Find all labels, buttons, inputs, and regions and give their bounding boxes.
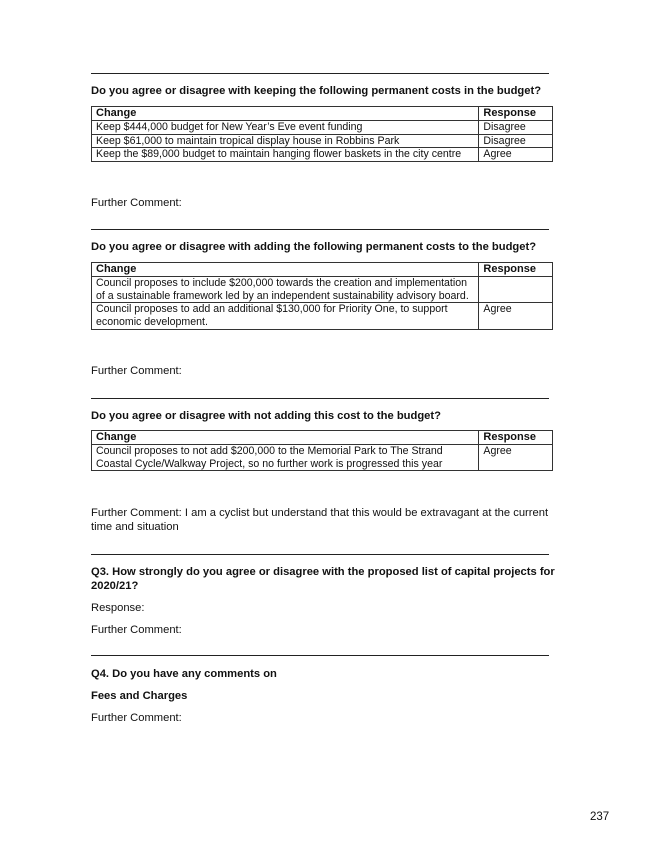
table-header — [92, 263, 553, 277]
table-row — [92, 444, 553, 471]
further-comment: Further Comment: — [91, 197, 182, 209]
further-comment: Further Comment: — [91, 365, 182, 377]
header-change: Change — [92, 263, 479, 277]
divider — [91, 73, 549, 74]
header-response: Response — [479, 431, 553, 445]
row-change: Keep the $89,000 budget to maintain hanging flower baskets in the city centre — [92, 148, 479, 162]
divider — [91, 229, 549, 230]
table-row — [92, 148, 553, 162]
divider — [91, 655, 549, 656]
divider — [91, 554, 549, 555]
response-label: Response: — [91, 602, 145, 614]
divider — [91, 398, 549, 399]
further-comment: Further Comment: — [91, 712, 182, 724]
question-q4: Q4. Do you have any comments on — [91, 668, 277, 680]
table-row — [92, 303, 553, 330]
row-response: Disagree — [479, 134, 553, 148]
row-response: Agree — [479, 303, 553, 330]
table-row — [92, 134, 553, 148]
row-change: Council proposes to not add $200,000 to the Memorial Park to The Strand Coastal Cycle/Walkway Project, so no further work is progressed this year — [92, 444, 479, 471]
table-header — [92, 107, 553, 121]
further-comment: Further Comment: — [91, 624, 182, 636]
header-response: Response — [479, 107, 553, 121]
row-response: Disagree — [479, 120, 553, 134]
table-keep-costs — [91, 106, 553, 162]
row-response: Agree — [479, 444, 553, 471]
further-comment: Further Comment: I am a cyclist but understand that this would be extravagant at the current time and situation — [91, 507, 549, 533]
question-keep-costs: Do you agree or disagree with keeping the following permanent costs in the budget? — [91, 85, 542, 97]
table-not-add-cost — [91, 430, 553, 471]
header-change: Change — [92, 107, 479, 121]
row-change: Council proposes to include $200,000 towards the creation and implementation of a sustainable framework led by an independent sustainability advisory board. — [92, 276, 479, 303]
question-add-costs: Do you agree or disagree with adding the following permanent costs to the budget? — [91, 241, 537, 253]
header-response: Response — [479, 263, 553, 277]
question-q3: Q3. How strongly do you agree or disagree with the proposed list of capital projects for 2020/21? — [91, 566, 555, 592]
table-row — [92, 120, 553, 134]
row-change: Keep $444,000 budget for New Year’s Eve event funding — [92, 120, 479, 134]
header-change: Change — [92, 431, 479, 445]
question-not-add-cost: Do you agree or disagree with not adding this cost to the budget? — [91, 410, 441, 422]
subheading-fees-charges: Fees and Charges — [91, 690, 188, 702]
row-response — [479, 276, 553, 303]
table-header — [92, 431, 553, 445]
page-number: 237 — [590, 811, 610, 823]
row-change: Council proposes to add an additional $130,000 for Priority One, to support economic development. — [92, 303, 479, 330]
table-row — [92, 276, 553, 303]
row-response: Agree — [479, 148, 553, 162]
row-change: Keep $61,000 to maintain tropical display house in Robbins Park — [92, 134, 479, 148]
table-add-costs — [91, 262, 553, 330]
